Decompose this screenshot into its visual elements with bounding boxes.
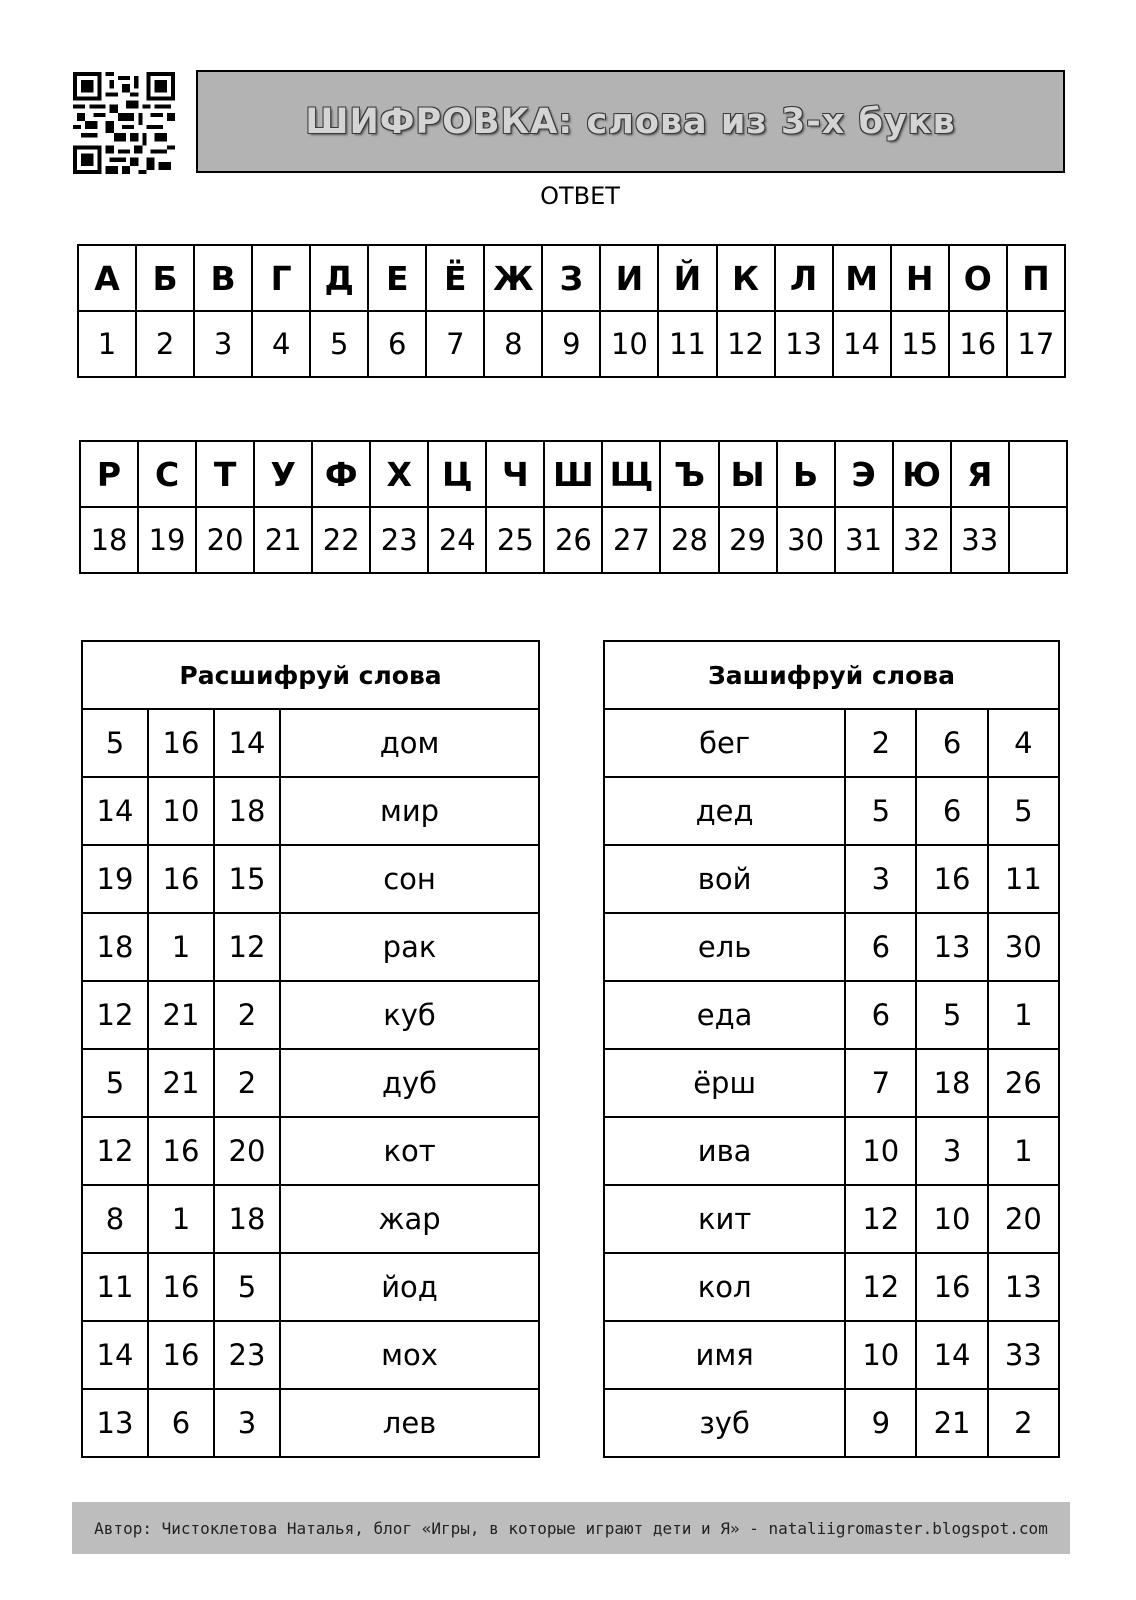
word-cell: мох (280, 1321, 539, 1389)
word-cell: имя (604, 1321, 845, 1389)
word-cell: еда (604, 981, 845, 1049)
code-cell: 10 (916, 1185, 987, 1253)
alphabet-letter: Б (136, 245, 194, 311)
code-cell: 33 (988, 1321, 1059, 1389)
code-cell: 8 (82, 1185, 148, 1253)
alphabet-letter: Щ (602, 441, 660, 507)
alphabet-number: 31 (835, 507, 893, 573)
code-cell: 2 (214, 1049, 280, 1117)
code-cell: 1 (148, 1185, 214, 1253)
alphabet-number: 12 (717, 311, 775, 377)
alphabet-letter: И (600, 245, 658, 311)
code-cell: 1 (988, 1117, 1059, 1185)
alphabet-number: 1 (78, 311, 136, 377)
code-cell: 23 (214, 1321, 280, 1389)
code-cell: 16 (148, 1253, 214, 1321)
decode-table-title: Расшифруй слова (82, 641, 539, 709)
table-row (604, 1321, 1059, 1389)
code-cell: 11 (82, 1253, 148, 1321)
alphabet-number: 30 (777, 507, 835, 573)
alphabet-number: 11 (658, 311, 716, 377)
table-row (82, 1253, 539, 1321)
code-cell: 20 (214, 1117, 280, 1185)
code-cell: 12 (82, 1117, 148, 1185)
table-row (604, 709, 1059, 777)
alphabet-letters-row (78, 245, 1065, 311)
code-cell: 5 (214, 1253, 280, 1321)
table-row (604, 777, 1059, 845)
alphabet-letter: Э (835, 441, 893, 507)
code-cell: 3 (845, 845, 916, 913)
alphabet-letter: В (194, 245, 252, 311)
table-row (82, 1049, 539, 1117)
word-cell: кот (280, 1117, 539, 1185)
alphabet-number: 24 (428, 507, 486, 573)
alphabet-number: 3 (194, 311, 252, 377)
alphabet-letter: Г (252, 245, 310, 311)
alphabet-number: 4 (252, 311, 310, 377)
alphabet-letter: Ф (312, 441, 370, 507)
alphabet-number: 16 (949, 311, 1007, 377)
alphabet-letter: Ъ (660, 441, 718, 507)
code-cell: 19 (82, 845, 148, 913)
code-cell: 4 (988, 709, 1059, 777)
alphabet-letter: Ь (777, 441, 835, 507)
code-cell: 30 (988, 913, 1059, 981)
alphabet-letter (1009, 441, 1067, 507)
alphabet-number: 5 (310, 311, 368, 377)
word-cell: жар (280, 1185, 539, 1253)
code-cell: 18 (916, 1049, 987, 1117)
alphabet-letter: Т (196, 441, 254, 507)
alphabet-letter: Р (80, 441, 138, 507)
alphabet-number: 21 (254, 507, 312, 573)
alphabet-number: 23 (370, 507, 428, 573)
code-cell: 3 (214, 1389, 280, 1457)
code-cell: 3 (916, 1117, 987, 1185)
alphabet-letter: Й (658, 245, 716, 311)
word-cell: кит (604, 1185, 845, 1253)
code-cell: 14 (214, 709, 280, 777)
code-cell: 10 (845, 1321, 916, 1389)
code-cell: 18 (82, 913, 148, 981)
code-cell: 15 (214, 845, 280, 913)
table-row (604, 845, 1059, 913)
code-cell: 5 (916, 981, 987, 1049)
alphabet-letter: С (138, 441, 196, 507)
alphabet-number: 10 (600, 311, 658, 377)
code-cell: 6 (916, 777, 987, 845)
code-cell: 16 (148, 1117, 214, 1185)
code-cell: 12 (214, 913, 280, 981)
code-cell: 11 (988, 845, 1059, 913)
alphabet-letter: О (949, 245, 1007, 311)
word-cell: дед (604, 777, 845, 845)
table-row (604, 1185, 1059, 1253)
alphabet-letter: А (78, 245, 136, 311)
code-cell: 14 (82, 1321, 148, 1389)
word-cell: йод (280, 1253, 539, 1321)
code-cell: 13 (988, 1253, 1059, 1321)
code-cell: 16 (148, 1321, 214, 1389)
word-cell: зуб (604, 1389, 845, 1457)
alphabet-letter: Ё (426, 245, 484, 311)
alphabet-numbers-row (78, 311, 1065, 377)
code-cell: 2 (988, 1389, 1059, 1457)
code-cell: 16 (916, 1253, 987, 1321)
table-row (604, 913, 1059, 981)
footer-credits: Автор: Чистоклетова Наталья, блог «Игры, в которые играют дети и Я» - nataliigromaster.blogspot.com (72, 1502, 1070, 1554)
alphabet-number: 28 (660, 507, 718, 573)
code-cell: 21 (148, 981, 214, 1049)
alphabet-table-2 (79, 440, 1068, 574)
alphabet-letter: Е (368, 245, 426, 311)
code-cell: 13 (916, 913, 987, 981)
code-cell: 10 (148, 777, 214, 845)
word-cell: сон (280, 845, 539, 913)
alphabet-number: 29 (719, 507, 777, 573)
table-row (82, 1389, 539, 1457)
alphabet-letter: Ч (486, 441, 544, 507)
code-cell: 12 (82, 981, 148, 1049)
word-cell: ёрш (604, 1049, 845, 1117)
code-cell: 1 (988, 981, 1059, 1049)
page-title: ШИФРОВКА: слова из 3-х букв (305, 101, 956, 142)
word-cell: кол (604, 1253, 845, 1321)
alphabet-letter: Н (891, 245, 949, 311)
table-row (604, 981, 1059, 1049)
code-cell: 1 (148, 913, 214, 981)
code-cell: 21 (148, 1049, 214, 1117)
alphabet-letter: Ж (484, 245, 542, 311)
code-cell: 2 (845, 709, 916, 777)
code-cell: 6 (148, 1389, 214, 1457)
code-cell: 26 (988, 1049, 1059, 1117)
alphabet-number: 26 (544, 507, 602, 573)
code-cell: 5 (82, 1049, 148, 1117)
table-row (82, 981, 539, 1049)
alphabet-numbers-row (80, 507, 1067, 573)
encode-table-title: Зашифруй слова (604, 641, 1059, 709)
alphabet-table-1 (77, 244, 1066, 378)
decode-table (81, 640, 540, 1458)
word-cell: дуб (280, 1049, 539, 1117)
alphabet-number: 17 (1007, 311, 1065, 377)
code-cell: 2 (214, 981, 280, 1049)
code-cell: 16 (148, 845, 214, 913)
table-row (82, 1117, 539, 1185)
alphabet-number: 7 (426, 311, 484, 377)
word-cell: куб (280, 981, 539, 1049)
encode-table (603, 640, 1060, 1458)
alphabet-number: 15 (891, 311, 949, 377)
alphabet-number: 22 (312, 507, 370, 573)
alphabet-number: 14 (833, 311, 891, 377)
answer-label: ОТВЕТ (540, 182, 620, 210)
alphabet-number: 19 (138, 507, 196, 573)
word-cell: дом (280, 709, 539, 777)
table-row (82, 845, 539, 913)
table-row (604, 1389, 1059, 1457)
code-cell: 5 (845, 777, 916, 845)
alphabet-letter: Я (951, 441, 1009, 507)
code-cell: 16 (916, 845, 987, 913)
table-row (82, 1321, 539, 1389)
alphabet-letter: Ш (544, 441, 602, 507)
alphabet-letter: З (542, 245, 600, 311)
table-row (604, 1253, 1059, 1321)
table-row (82, 913, 539, 981)
alphabet-letter: У (254, 441, 312, 507)
word-cell: вой (604, 845, 845, 913)
word-cell: ель (604, 913, 845, 981)
alphabet-number: 27 (602, 507, 660, 573)
alphabet-letter: Ы (719, 441, 777, 507)
alphabet-letter: К (717, 245, 775, 311)
alphabet-number: 8 (484, 311, 542, 377)
title-banner (196, 70, 1065, 173)
alphabet-number (1009, 507, 1067, 573)
code-cell: 12 (845, 1253, 916, 1321)
code-cell: 21 (916, 1389, 987, 1457)
alphabet-letter: Х (370, 441, 428, 507)
alphabet-letter: Л (775, 245, 833, 311)
code-cell: 6 (845, 913, 916, 981)
alphabet-number: 18 (80, 507, 138, 573)
alphabet-number: 33 (951, 507, 1009, 573)
alphabet-number: 25 (486, 507, 544, 573)
code-cell: 14 (916, 1321, 987, 1389)
code-cell: 6 (845, 981, 916, 1049)
code-cell: 18 (214, 1185, 280, 1253)
code-cell: 5 (988, 777, 1059, 845)
alphabet-number: 2 (136, 311, 194, 377)
alphabet-letter: Д (310, 245, 368, 311)
code-cell: 20 (988, 1185, 1059, 1253)
alphabet-letter: Ц (428, 441, 486, 507)
word-cell: мир (280, 777, 539, 845)
word-cell: бег (604, 709, 845, 777)
code-cell: 9 (845, 1389, 916, 1457)
word-cell: ива (604, 1117, 845, 1185)
code-cell: 5 (82, 709, 148, 777)
table-row (604, 1049, 1059, 1117)
code-cell: 13 (82, 1389, 148, 1457)
code-cell: 16 (148, 709, 214, 777)
alphabet-number: 13 (775, 311, 833, 377)
qr-code-icon (73, 72, 175, 174)
code-cell: 12 (845, 1185, 916, 1253)
alphabet-letters-row (80, 441, 1067, 507)
code-cell: 6 (916, 709, 987, 777)
code-cell: 18 (214, 777, 280, 845)
alphabet-number: 6 (368, 311, 426, 377)
word-cell: рак (280, 913, 539, 981)
code-cell: 14 (82, 777, 148, 845)
word-cell: лев (280, 1389, 539, 1457)
table-row (82, 1185, 539, 1253)
table-row (82, 777, 539, 845)
alphabet-number: 32 (893, 507, 951, 573)
alphabet-number: 9 (542, 311, 600, 377)
alphabet-letter: П (1007, 245, 1065, 311)
table-row (604, 1117, 1059, 1185)
table-row (82, 709, 539, 777)
alphabet-letter: М (833, 245, 891, 311)
alphabet-letter: Ю (893, 441, 951, 507)
code-cell: 7 (845, 1049, 916, 1117)
alphabet-number: 20 (196, 507, 254, 573)
code-cell: 10 (845, 1117, 916, 1185)
